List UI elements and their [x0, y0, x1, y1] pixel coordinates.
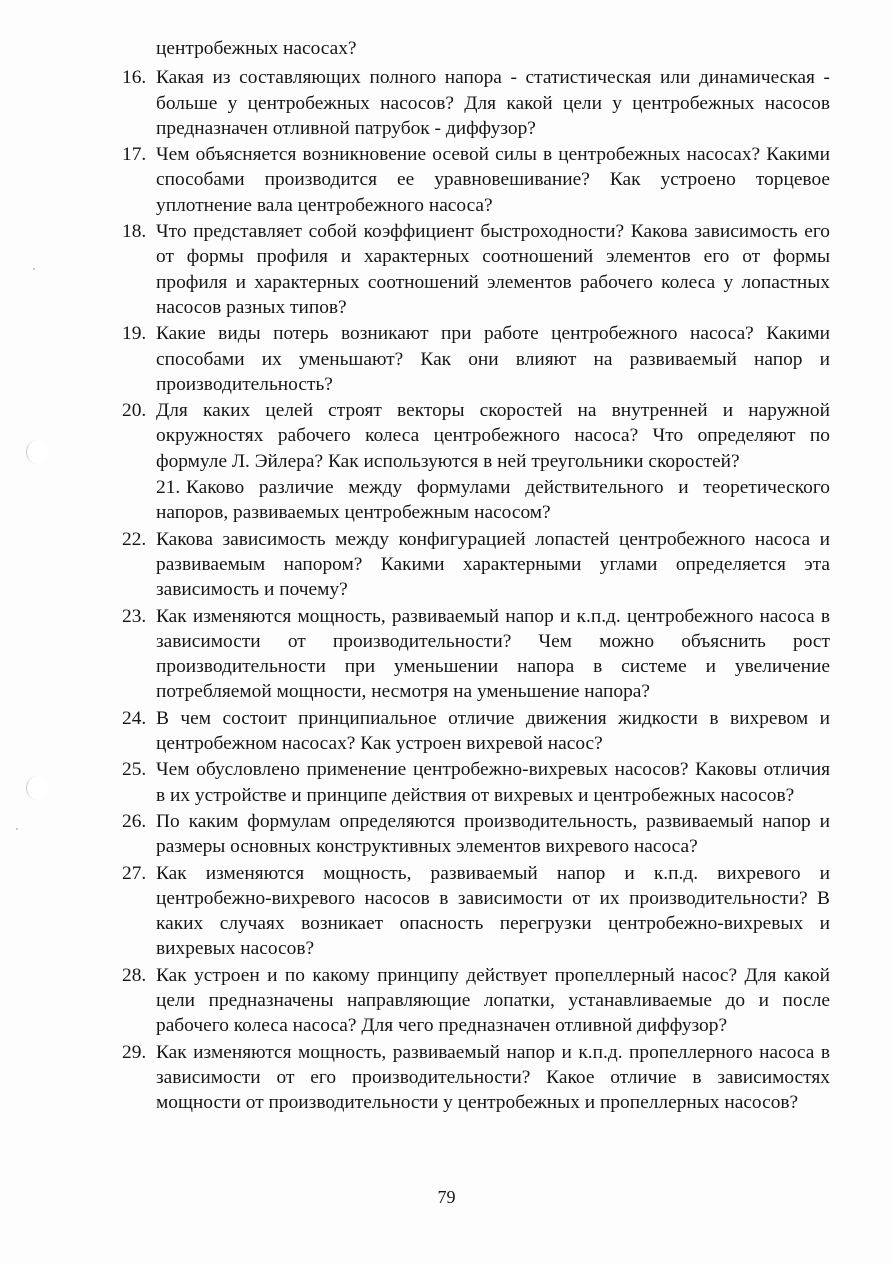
continuation-text: центробежных насосах?: [156, 38, 357, 59]
question-number: 19.: [122, 323, 147, 345]
question-number: 16.: [122, 67, 147, 89]
scan-speck: [16, 828, 18, 830]
question-number: 29.: [122, 1041, 147, 1063]
question-21: [122, 475, 830, 526]
question-text: По каким формулам определяются производительность, развиваемый напор и размеры основных конструктивных элементов вихревого насоса?: [156, 810, 830, 858]
question-24: [122, 706, 830, 757]
question-list: [122, 36, 830, 1115]
punch-hole: [26, 440, 49, 464]
question-text: Как изменяются мощность, развиваемый напор и к.п.д. вихревого и центробежно-вихревого насосов в зависимости от их производительности? В каких случаях возникает опасность перегрузки центробежно-вихревых и вихревых насосов?: [156, 862, 830, 960]
question-16: [122, 65, 830, 141]
question-18: [122, 219, 830, 320]
question-text: Чем обусловлено применение центробежно-вихревых насосов? Каковы отличия в их устройстве и принципе действия от вихревых и центробежных насосов?: [156, 759, 830, 806]
question-28: [122, 963, 830, 1039]
question-text: Как устроен и по какому принципу действует пропеллерный насос? Для какой цели предназначены направляющие лопатки, устанавливаемые до и после рабочего колеса насоса? Для чего предназначен отливной диффузор?: [156, 964, 830, 1037]
question-number: 23.: [122, 605, 147, 627]
question-number: 18.: [122, 221, 147, 243]
question-text: В чем состоит принципиальное отличие движения жидкости в вихревом и центробежном насосах? Как устроен вихревой насос?: [156, 707, 830, 755]
question-text: Как изменяются мощность, развиваемый напор и к.п.д. пропеллерного насоса в зависимости от его производительности? Какое отличие в зависимостях мощности от производительности у центробежных и пропеллерных насосов?: [156, 1041, 830, 1114]
question-number: 28.: [122, 964, 147, 986]
question-text: Какова зависимость между конфигурацией лопастей центробежного насоса и развиваемым напором? Какими характерными углами определяется эта зависимость и почему?: [156, 528, 830, 601]
question-number: 17.: [122, 144, 147, 166]
question-number: 26.: [122, 810, 147, 832]
question-number: 24.: [122, 707, 147, 729]
scan-speck: [33, 268, 35, 270]
page-number: 79: [437, 1187, 456, 1207]
question-27: [122, 861, 830, 962]
question-22: [122, 527, 830, 603]
question-text: Как изменяются мощность, развиваемый напор и к.п.д. центробежного насоса в зависимости от производительности? Чем можно объяснить рост производительности при уменьшении напора в системе и увеличение потребляемой мощности, несмотря на уменьшение напора?: [156, 605, 830, 703]
question-20: [122, 398, 830, 474]
question-text: Какие виды потерь возникают при работе центробежного насоса? Какими способами их уменьшают? Как они влияют на развиваемый напор и производительность?: [156, 323, 830, 395]
question-number: 21.: [156, 477, 181, 499]
question-19: [122, 321, 830, 397]
question-29: [122, 1040, 830, 1116]
question-text: Для каких целей строят векторы скоростей на внутренней и наружной окружностях рабочего колеса центробежного насоса? Что определяют по формуле Л. Эйлера? Как используются в ней треугольники скоростей?: [156, 400, 830, 472]
question-number: 20.: [122, 400, 147, 422]
question-25: [122, 757, 830, 808]
question-number: 25.: [122, 759, 147, 781]
question-23: [122, 604, 830, 705]
question-26: [122, 809, 830, 860]
question-text: Какая из составляющих полного напора - статистическая или динамическая - больше у центробежных насосов? Для какой цели у центробежных насосов предназначен отливной патрубок - диффузор?: [156, 67, 830, 139]
punch-hole: [26, 776, 49, 800]
question-text: Чем объясняется возникновение осевой силы в центробежных насосах? Какими способами производится ее уравновешивание? Как устроено торцевое уплотнение вала центробежного насоса?: [156, 144, 830, 216]
question-number: 27.: [122, 862, 147, 884]
question-text: Каково различие между формулами действительного и теоретического напоров, развиваемых центробежным насосом?: [156, 477, 830, 524]
question-number: 22.: [122, 528, 147, 550]
question-text: Что представляет собой коэффициент быстроходности? Какова зависимость его от формы профиля и характерных соотношений элементов его от формы профиля и характерных соотношений элементов рабочего колеса у лопастных насосов разных типов?: [156, 221, 830, 318]
question-17: [122, 142, 830, 218]
